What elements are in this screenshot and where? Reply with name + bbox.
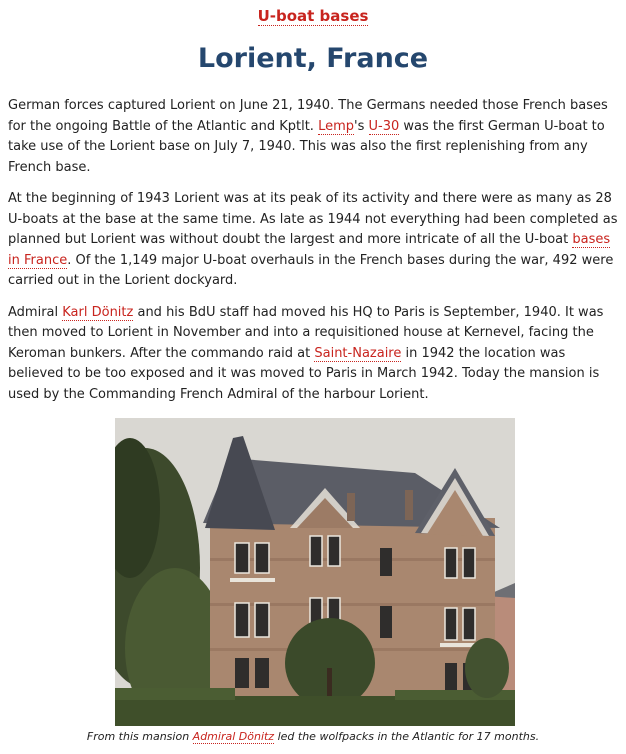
text: At the beginning of 1943 Lorient was at its peak of its activity and there were as many as 28 U-boats at the base at the same time. As late as 1944 not everything had been completed as planned but Lorient was without doubt the largest and more intricate of all the U-boat xyxy=(8,191,618,247)
link-bases-in-france[interactable]: bases in France xyxy=(8,232,611,268)
text: 's xyxy=(354,118,369,134)
paragraph-headquarters xyxy=(8,303,618,406)
text: in 1942 the location was believed to be too exposed and it was moved to Paris in March 1942. Today the mansion is used by the Commanding French Admiral of the harbour Lorient. xyxy=(8,345,600,402)
breadcrumb-link-uboat-bases[interactable]: U-boat bases xyxy=(257,7,369,25)
text: Admiral xyxy=(8,304,63,320)
text: . Of the 1,149 major U-boat overhauls in the French bases during the war, 492 were carried out in the Lorient dockyard. xyxy=(8,252,614,288)
breadcrumb xyxy=(8,0,618,26)
text: German forces captured Lorient on June 21, 1940. The Germans needed those French bases for the ongoing Battle of the Atlantic and Kptlt. xyxy=(8,98,608,134)
mansion-photo xyxy=(115,418,515,726)
link-admiral-donitz[interactable]: Admiral Dönitz xyxy=(192,730,275,743)
text: was the first German U-boat to take use of the Lorient base on July 7, 1940. This was also the first replenishing from any French base. xyxy=(8,118,605,175)
link-saint-nazaire[interactable]: Saint-Nazaire xyxy=(314,345,402,361)
paragraph-capture xyxy=(8,96,618,178)
mansion-illustration xyxy=(115,418,515,726)
link-u-30[interactable]: U-30 xyxy=(368,118,400,134)
link-lemp[interactable]: Lemp xyxy=(318,118,355,134)
link-karl-donitz[interactable]: Karl Dönitz xyxy=(62,304,134,320)
photo-caption xyxy=(0,730,626,743)
text: and his BdU staff had moved his HQ to Paris is September, 1940. It was then moved to Lorient in November and into a requisitioned house at Kernevel, facing the Keroman bunkers. After the commando raid at xyxy=(8,304,604,361)
text: From this mansion xyxy=(86,730,193,743)
paragraph-activity xyxy=(8,189,618,292)
page-title: Lorient, France xyxy=(197,43,429,74)
text: led the wolfpacks in the Atlantic for 17 months. xyxy=(274,730,540,743)
